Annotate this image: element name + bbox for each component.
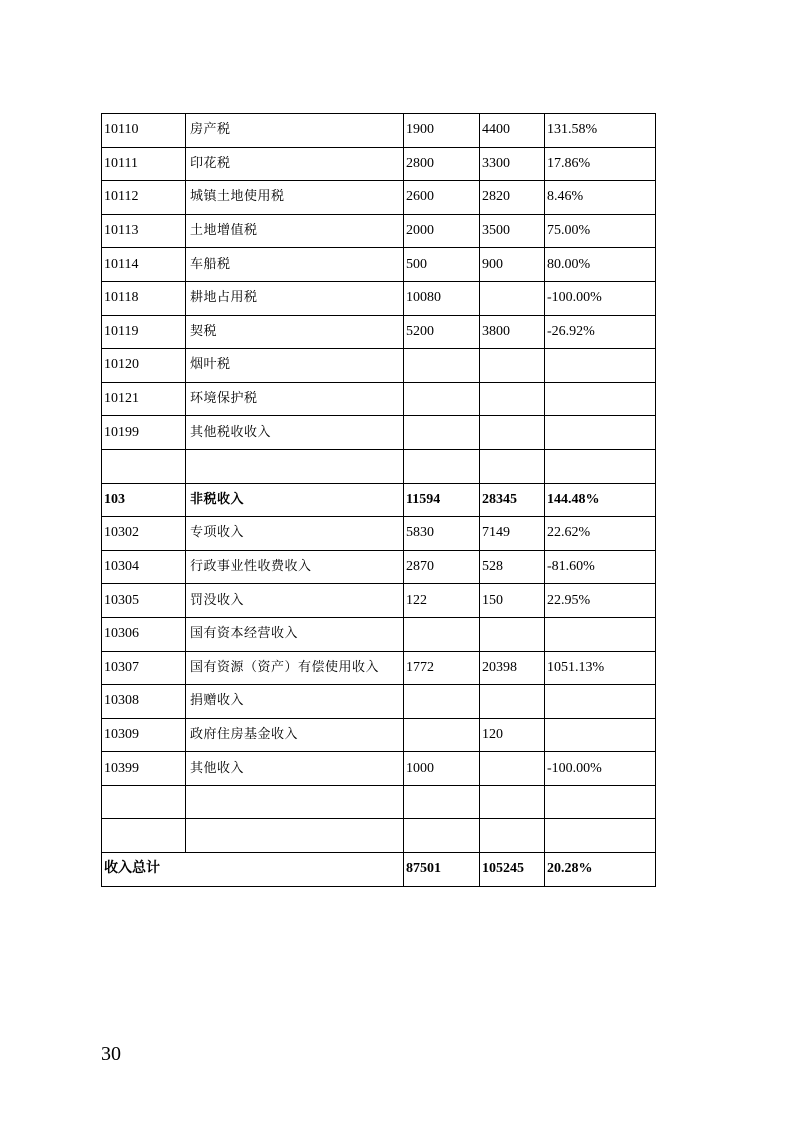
cell-code: 10114 <box>102 248 186 282</box>
cell-current-value <box>480 785 545 819</box>
cell-code: 10118 <box>102 281 186 315</box>
page-number: 30 <box>101 1043 121 1065</box>
cell-item-name: 专项收入 <box>186 517 404 551</box>
cell-current-value <box>480 819 545 853</box>
cell-growth-rate: -26.92% <box>545 315 656 349</box>
cell-prior-value: 10080 <box>404 281 480 315</box>
cell-prior-value <box>404 785 480 819</box>
table-row <box>102 685 656 719</box>
cell-code: 10307 <box>102 651 186 685</box>
table-row <box>102 785 656 819</box>
cell-prior-value <box>404 685 480 719</box>
cell-item-name: 罚没收入 <box>186 584 404 618</box>
cell-code: 10309 <box>102 718 186 752</box>
cell-item-name <box>186 449 404 483</box>
cell-item-name: 政府住房基金收入 <box>186 718 404 752</box>
cell-item-name: 烟叶税 <box>186 349 404 383</box>
table-row <box>102 483 656 517</box>
table-row <box>102 752 656 786</box>
cell-code: 10399 <box>102 752 186 786</box>
cell-prior-value: 11594 <box>404 483 480 517</box>
cell-prior-value <box>404 718 480 752</box>
cell-prior-value: 5830 <box>404 517 480 551</box>
cell-code <box>102 819 186 853</box>
table-row <box>102 517 656 551</box>
cell-current-value: 3300 <box>480 147 545 181</box>
table-row <box>102 449 656 483</box>
cell-prior-value: 1900 <box>404 114 480 148</box>
cell-item-name <box>186 819 404 853</box>
cell-current-value <box>480 382 545 416</box>
cell-current-value: 28345 <box>480 483 545 517</box>
table-row <box>102 416 656 450</box>
cell-current-value <box>480 752 545 786</box>
cell-prior-value: 500 <box>404 248 480 282</box>
cell-prior-value: 1772 <box>404 651 480 685</box>
cell-prior-value <box>404 449 480 483</box>
total-current: 105245 <box>480 853 545 887</box>
cell-growth-rate: -100.00% <box>545 281 656 315</box>
cell-current-value: 4400 <box>480 114 545 148</box>
table-row <box>102 281 656 315</box>
cell-code: 10110 <box>102 114 186 148</box>
total-prior: 87501 <box>404 853 480 887</box>
cell-code: 10308 <box>102 685 186 719</box>
cell-growth-rate <box>545 416 656 450</box>
cell-prior-value: 2870 <box>404 550 480 584</box>
cell-item-name: 其他收入 <box>186 752 404 786</box>
table-row <box>102 382 656 416</box>
table-row <box>102 349 656 383</box>
table-row <box>102 181 656 215</box>
cell-current-value <box>480 281 545 315</box>
cell-current-value <box>480 617 545 651</box>
cell-growth-rate <box>545 785 656 819</box>
cell-prior-value: 2800 <box>404 147 480 181</box>
cell-item-name: 环境保护税 <box>186 382 404 416</box>
table-row <box>102 651 656 685</box>
table-row <box>102 214 656 248</box>
table-row <box>102 584 656 618</box>
cell-code <box>102 785 186 819</box>
cell-code: 10302 <box>102 517 186 551</box>
table-row <box>102 819 656 853</box>
table-row <box>102 315 656 349</box>
cell-growth-rate: 22.62% <box>545 517 656 551</box>
cell-prior-value <box>404 819 480 853</box>
cell-item-name: 房产税 <box>186 114 404 148</box>
cell-item-name: 国有资源（资产）有偿使用收入 <box>186 651 404 685</box>
cell-current-value <box>480 449 545 483</box>
cell-current-value <box>480 685 545 719</box>
cell-item-name: 城镇土地使用税 <box>186 181 404 215</box>
cell-code: 10112 <box>102 181 186 215</box>
cell-current-value <box>480 349 545 383</box>
cell-code: 10119 <box>102 315 186 349</box>
cell-growth-rate: 22.95% <box>545 584 656 618</box>
cell-current-value <box>480 416 545 450</box>
cell-growth-rate: -81.60% <box>545 550 656 584</box>
cell-growth-rate: 17.86% <box>545 147 656 181</box>
total-growth: 20.28% <box>545 853 656 887</box>
cell-code <box>102 449 186 483</box>
cell-growth-rate: 75.00% <box>545 214 656 248</box>
cell-prior-value: 122 <box>404 584 480 618</box>
total-label: 收入总计 <box>102 853 404 887</box>
cell-code: 10121 <box>102 382 186 416</box>
cell-code: 10113 <box>102 214 186 248</box>
cell-code: 10120 <box>102 349 186 383</box>
cell-current-value: 150 <box>480 584 545 618</box>
cell-current-value: 528 <box>480 550 545 584</box>
cell-code: 10305 <box>102 584 186 618</box>
cell-current-value: 120 <box>480 718 545 752</box>
cell-prior-value <box>404 349 480 383</box>
cell-prior-value: 1000 <box>404 752 480 786</box>
cell-code: 10306 <box>102 617 186 651</box>
cell-item-name: 其他税收收入 <box>186 416 404 450</box>
cell-item-name: 契税 <box>186 315 404 349</box>
cell-growth-rate: 1051.13% <box>545 651 656 685</box>
cell-growth-rate <box>545 718 656 752</box>
cell-item-name: 行政事业性收费收入 <box>186 550 404 584</box>
cell-item-name: 捐赠收入 <box>186 685 404 719</box>
cell-current-value: 7149 <box>480 517 545 551</box>
cell-current-value: 3800 <box>480 315 545 349</box>
cell-growth-rate: 80.00% <box>545 248 656 282</box>
cell-code: 103 <box>102 483 186 517</box>
cell-code: 10304 <box>102 550 186 584</box>
table-row <box>102 550 656 584</box>
cell-current-value: 2820 <box>480 181 545 215</box>
cell-current-value: 900 <box>480 248 545 282</box>
cell-growth-rate <box>545 382 656 416</box>
cell-prior-value: 2600 <box>404 181 480 215</box>
cell-current-value: 20398 <box>480 651 545 685</box>
cell-growth-rate <box>545 617 656 651</box>
cell-growth-rate <box>545 819 656 853</box>
table-row <box>102 147 656 181</box>
cell-growth-rate: 131.58% <box>545 114 656 148</box>
cell-growth-rate <box>545 449 656 483</box>
cell-prior-value: 2000 <box>404 214 480 248</box>
cell-growth-rate: -100.00% <box>545 752 656 786</box>
cell-code: 10111 <box>102 147 186 181</box>
cell-prior-value <box>404 617 480 651</box>
cell-current-value: 3500 <box>480 214 545 248</box>
cell-item-name: 印花税 <box>186 147 404 181</box>
cell-prior-value <box>404 416 480 450</box>
cell-prior-value <box>404 382 480 416</box>
cell-item-name: 国有资本经营收入 <box>186 617 404 651</box>
table-row <box>102 114 656 148</box>
cell-growth-rate: 144.48% <box>545 483 656 517</box>
table-row <box>102 617 656 651</box>
revenue-table-body <box>102 114 656 887</box>
cell-growth-rate <box>545 349 656 383</box>
cell-growth-rate: 8.46% <box>545 181 656 215</box>
table-row <box>102 248 656 282</box>
table-row <box>102 718 656 752</box>
total-row <box>102 853 656 887</box>
revenue-table <box>101 113 656 887</box>
cell-item-name <box>186 785 404 819</box>
cell-item-name: 土地增值税 <box>186 214 404 248</box>
cell-item-name: 耕地占用税 <box>186 281 404 315</box>
cell-code: 10199 <box>102 416 186 450</box>
cell-item-name: 车船税 <box>186 248 404 282</box>
cell-item-name: 非税收入 <box>186 483 404 517</box>
cell-growth-rate <box>545 685 656 719</box>
cell-prior-value: 5200 <box>404 315 480 349</box>
